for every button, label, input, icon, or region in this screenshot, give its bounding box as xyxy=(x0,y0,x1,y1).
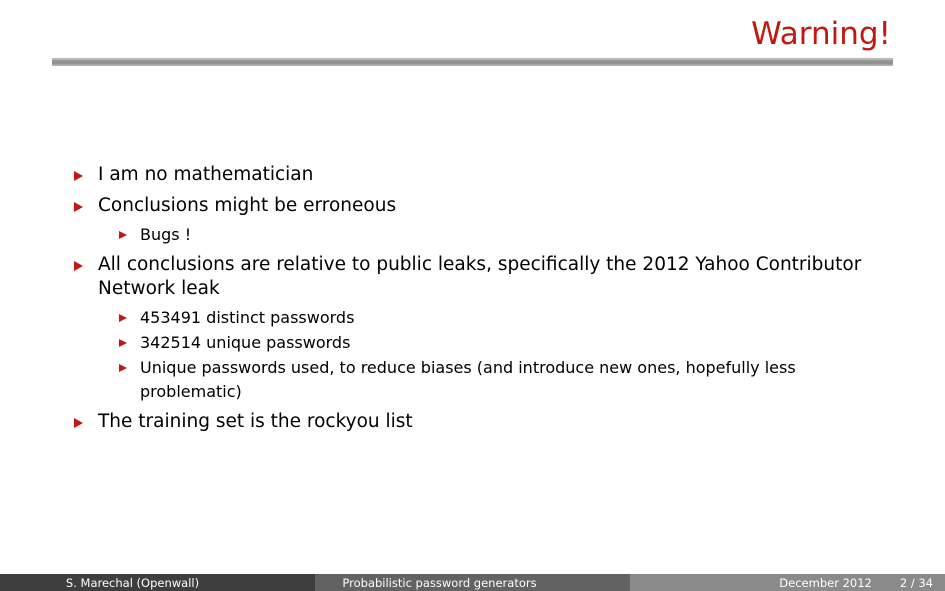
sub-bullet-text: 342514 unique passwords xyxy=(140,333,351,352)
triangle-bullet-icon xyxy=(74,418,83,428)
sub-bullet-item xyxy=(119,223,894,247)
sub-bullet-item xyxy=(119,331,894,355)
footer-bar xyxy=(0,574,945,591)
sub-bullet-item xyxy=(119,306,894,330)
triangle-bullet-icon xyxy=(119,364,127,372)
bullet-text: Conclusions might be erroneous xyxy=(98,195,397,216)
triangle-bullet-icon xyxy=(119,314,127,322)
bullet-item xyxy=(74,410,894,434)
footer-title xyxy=(315,574,630,591)
triangle-bullet-icon xyxy=(74,171,83,181)
bullet-text: I am no mathematician xyxy=(98,164,314,185)
bullet-item xyxy=(74,163,894,187)
triangle-bullet-icon xyxy=(74,202,83,212)
triangle-bullet-icon xyxy=(74,261,83,271)
footer-author-text: S. Marechal (Openwall) xyxy=(65,575,200,590)
footer-date: December 2012 xyxy=(779,575,872,590)
footer-meta xyxy=(630,574,945,591)
footer-title-text: Probabilistic password generators xyxy=(342,575,537,590)
triangle-bullet-icon xyxy=(119,231,127,239)
bullet-list xyxy=(74,163,894,441)
footer-author xyxy=(0,574,315,591)
bullet-item xyxy=(74,194,894,218)
sub-bullet-item xyxy=(119,356,894,404)
triangle-bullet-icon xyxy=(119,339,127,347)
sub-bullet-list xyxy=(119,306,894,404)
slide-title: Warning! xyxy=(751,16,891,52)
bullet-text: All conclusions are relative to public leaks, specifically the 2012 Yahoo Contributor Network leak xyxy=(98,254,862,299)
sub-bullet-text: Unique passwords used, to reduce biases (and introduce new ones, hopefully less problematic) xyxy=(140,358,796,401)
bullet-item xyxy=(74,253,894,301)
title-rule xyxy=(52,58,893,66)
page-number: 2 / 34 xyxy=(899,575,933,590)
sub-bullet-list xyxy=(119,223,894,247)
sub-bullet-text: 453491 distinct passwords xyxy=(140,308,355,327)
sub-bullet-text: Bugs ! xyxy=(140,225,192,244)
bullet-text: The training set is the rockyou list xyxy=(98,411,413,432)
